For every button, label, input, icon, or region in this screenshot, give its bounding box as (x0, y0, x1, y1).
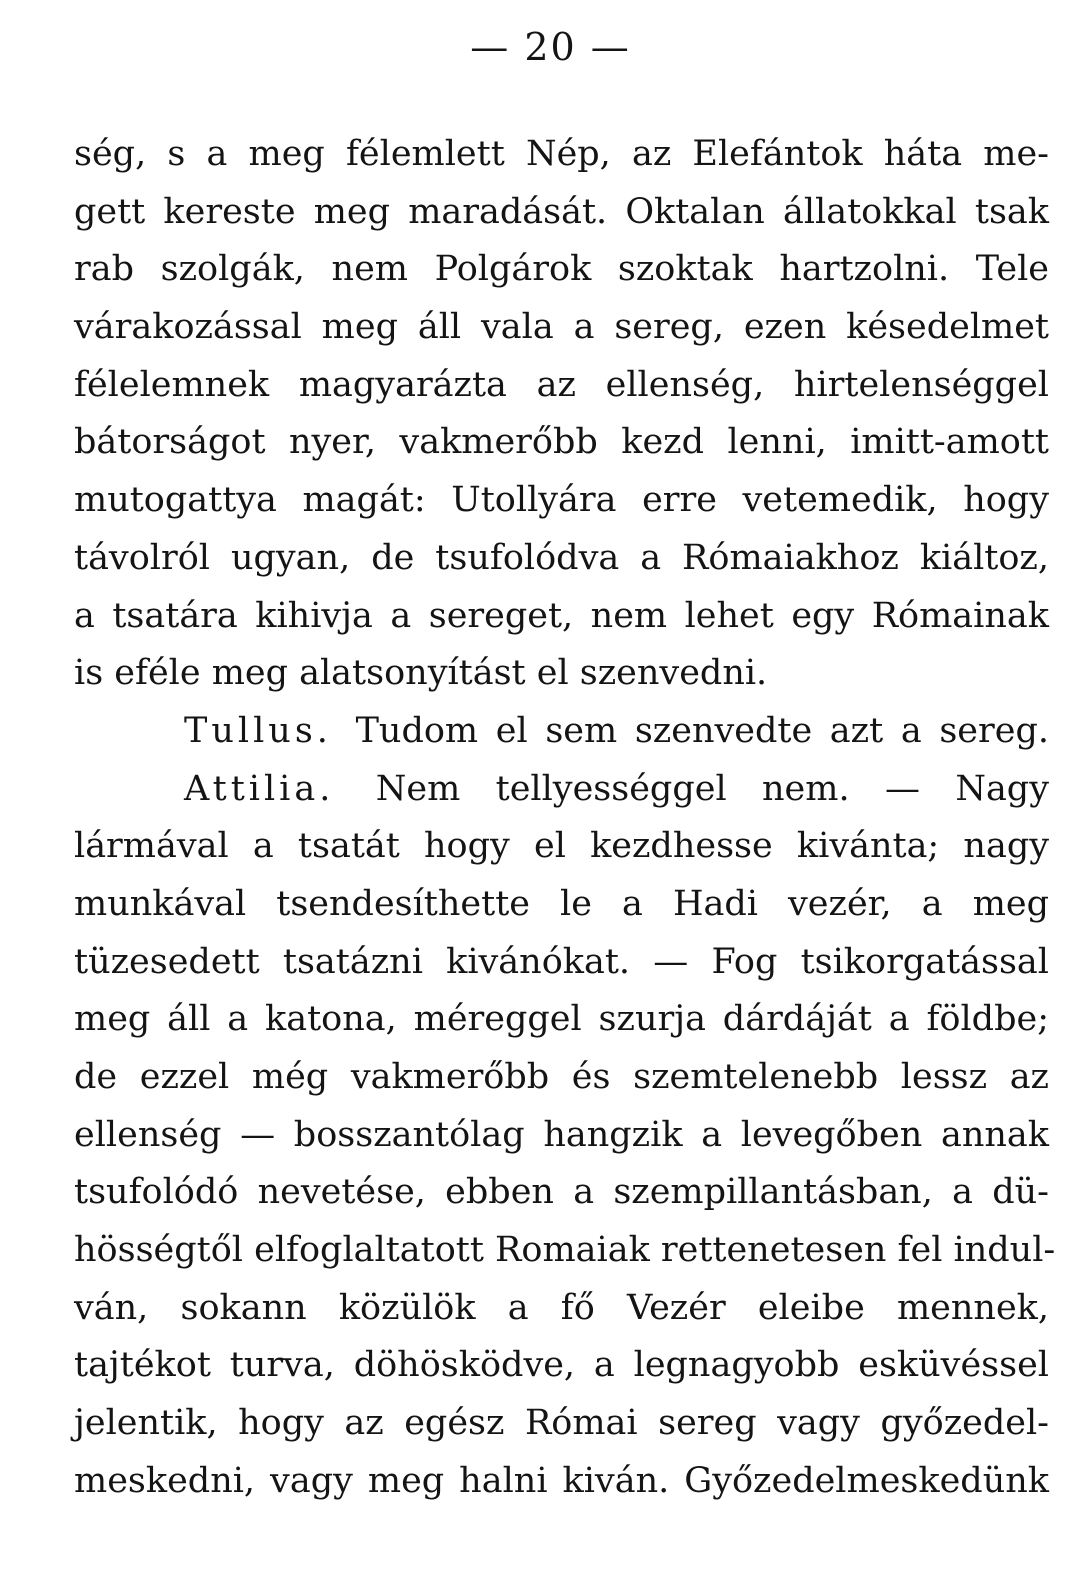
text-line: mutogattya magát: Utollyára erre vetemedik, hogy (74, 480, 1049, 521)
text-line: meg áll a katona, méreggel szurja dárdáját a földbe; (74, 999, 1049, 1040)
text-line: bátorságot nyer, vakmerőbb kezd lenni, imitt-amott (74, 422, 1049, 463)
text-line: a tsatára kihivja a sereget, nem lehet egy Rómainak (74, 595, 1049, 636)
text-line: rab szolgák, nem Polgárok szoktak hartzolni. Tele (74, 249, 1049, 290)
text-line: hösségtől elfoglaltatott Romaiak rettenetesen fel indul- (74, 1230, 1056, 1271)
text-line: de ezzel még vakmerőbb és szemtelenebb lessz az (74, 1057, 1049, 1097)
text-line: is eféle meg alatsonyítást el szenvedni. (74, 653, 768, 694)
text-line: ség, s a meg félemlett Nép, az Elefántok háta me- (74, 134, 1049, 174)
dialogue-line-tullus (74, 703, 1049, 761)
text-line: jelentik, hogy az egész Római sereg vagy győzedel- (74, 1403, 1049, 1444)
text-line: távolról ugyan, de tsufolódva a Rómaiakhoz kiáltoz, (74, 537, 1049, 578)
text-line: tsufolódó nevetése, ebben a szempillantásban, a dü- (74, 1172, 1049, 1213)
speaker-name: Attilia. (184, 768, 335, 809)
text-line: tajtékot turva, döhösködve, a legnagyobb esküvéssel (74, 1345, 1049, 1386)
speaker-name: Tullus. (184, 710, 332, 751)
page-number: — 20 — (470, 25, 631, 69)
body-text (74, 126, 1056, 1511)
text-line: félelemnek magyarázta az ellenség, hirtelenséggel (74, 364, 1049, 405)
text-line: ván, sokann közülök a fő Vezér eleibe mennek, (74, 1287, 1049, 1328)
dialogue-line-attilia (74, 761, 1049, 819)
text-line: ellenség — bosszantólag hangzik a levegőben annak (74, 1114, 1049, 1155)
text-line: munkával tsendesíthette le a Hadi vezér, a meg (74, 883, 1049, 924)
text-line: gett kereste meg maradását. Oktalan állatokkal tsak (74, 191, 1049, 232)
dialogue-text: Tudom el sem szenvedte azt a sereg. (355, 710, 1049, 751)
text-line: várakozással meg áll vala a sereg, ezen késedelmet (74, 307, 1049, 348)
text-line: lármával a tsatát hogy el kezdhesse kivánta; nagy (74, 826, 1049, 867)
text-line: tüzesedett tsatázni kivánókat. — Fog tsikorgatással (74, 941, 1049, 982)
dialogue-text: Nem tellyességgel nem. — Nagy (375, 768, 1049, 809)
text-line: meskedni, vagy meg halni kiván. Győzedelmeskedünk (74, 1460, 1049, 1501)
